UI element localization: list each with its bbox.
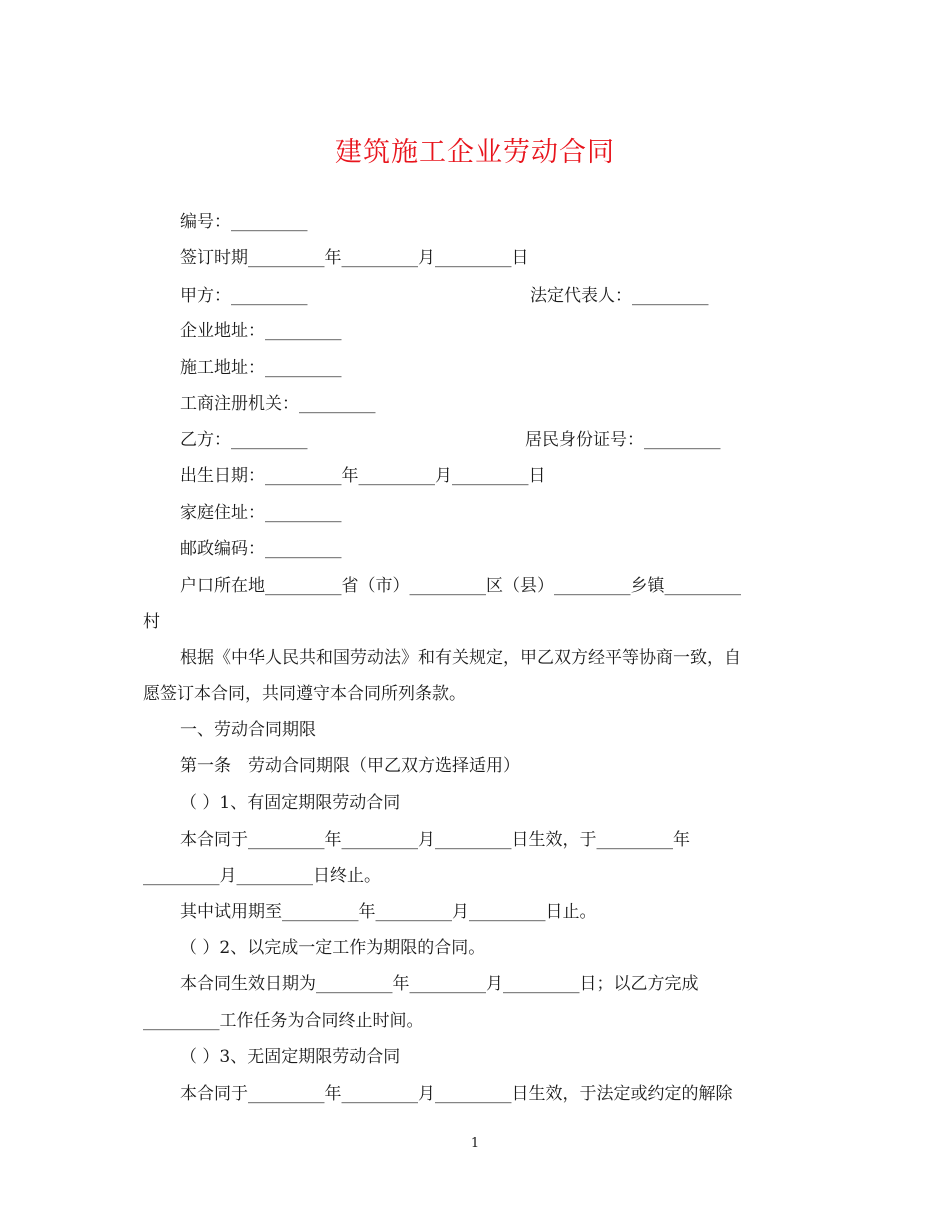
probation-line: 其中试用期至_________年_________月_________日止。 bbox=[180, 902, 597, 922]
document-title: 建筑施工企业劳动合同 bbox=[335, 137, 615, 168]
household-registration-line: 户口所在地_________省（市）_________区（县）_________乡镇_________ bbox=[180, 576, 741, 596]
construction-address-line: 施工地址：_________ bbox=[180, 358, 342, 378]
option-task-based: （ ）2、以完成一定工作为期限的合同。 bbox=[180, 938, 486, 958]
task-end-line: _________工作任务为合同终止时间。 bbox=[143, 1011, 424, 1031]
company-address-line: 企业地址：_________ bbox=[180, 321, 342, 341]
postal-code-line: 邮政编码：_________ bbox=[180, 539, 342, 559]
page-number: 1 bbox=[470, 1136, 480, 1151]
open-ended-effective-line: 本合同于_________年_________月_________日生效，于法定或约定的解除 bbox=[180, 1084, 733, 1104]
party-a-line: 甲方：_________ bbox=[180, 286, 308, 306]
home-address-line: 家庭住址：_________ bbox=[180, 503, 342, 523]
option-fixed-term: （ ）1、有固定期限劳动合同 bbox=[180, 793, 401, 813]
article-one-heading: 第一条 劳动合同期限（甲乙双方选择适用） bbox=[180, 756, 520, 776]
id-number-line: 居民身份证号：_________ bbox=[525, 430, 721, 450]
birth-date-line: 出生日期：_________年_________月_________日 bbox=[180, 466, 546, 486]
fixed-term-end-line: _________月_________日终止。 bbox=[143, 866, 381, 886]
fixed-term-effective-line: 本合同于_________年_________月_________日生效，于_________年 bbox=[180, 830, 690, 850]
task-effective-line: 本合同生效日期为_________年_________月_________日；以乙方完成 bbox=[180, 974, 699, 994]
preamble-line-1: 根据《中华人民共和国劳动法》和有关规定，甲乙双方经平等协商一致，自 bbox=[180, 648, 741, 668]
preamble-line-2: 愿签订本合同，共同遵守本合同所列条款。 bbox=[143, 684, 466, 704]
legal-representative-line: 法定代表人：_________ bbox=[530, 286, 709, 306]
contract-number-line: 编号：_________ bbox=[180, 212, 308, 232]
party-b-line: 乙方：_________ bbox=[180, 430, 308, 450]
registration-authority-line: 工商注册机关：_________ bbox=[180, 394, 376, 414]
signing-date-line: 签订时期_________年_________月_________日 bbox=[180, 248, 529, 268]
household-registration-continuation: 村 bbox=[143, 612, 160, 632]
section-heading-term: 一、劳动合同期限 bbox=[180, 720, 316, 740]
option-open-ended: （ ）3、无固定期限劳动合同 bbox=[180, 1047, 401, 1067]
